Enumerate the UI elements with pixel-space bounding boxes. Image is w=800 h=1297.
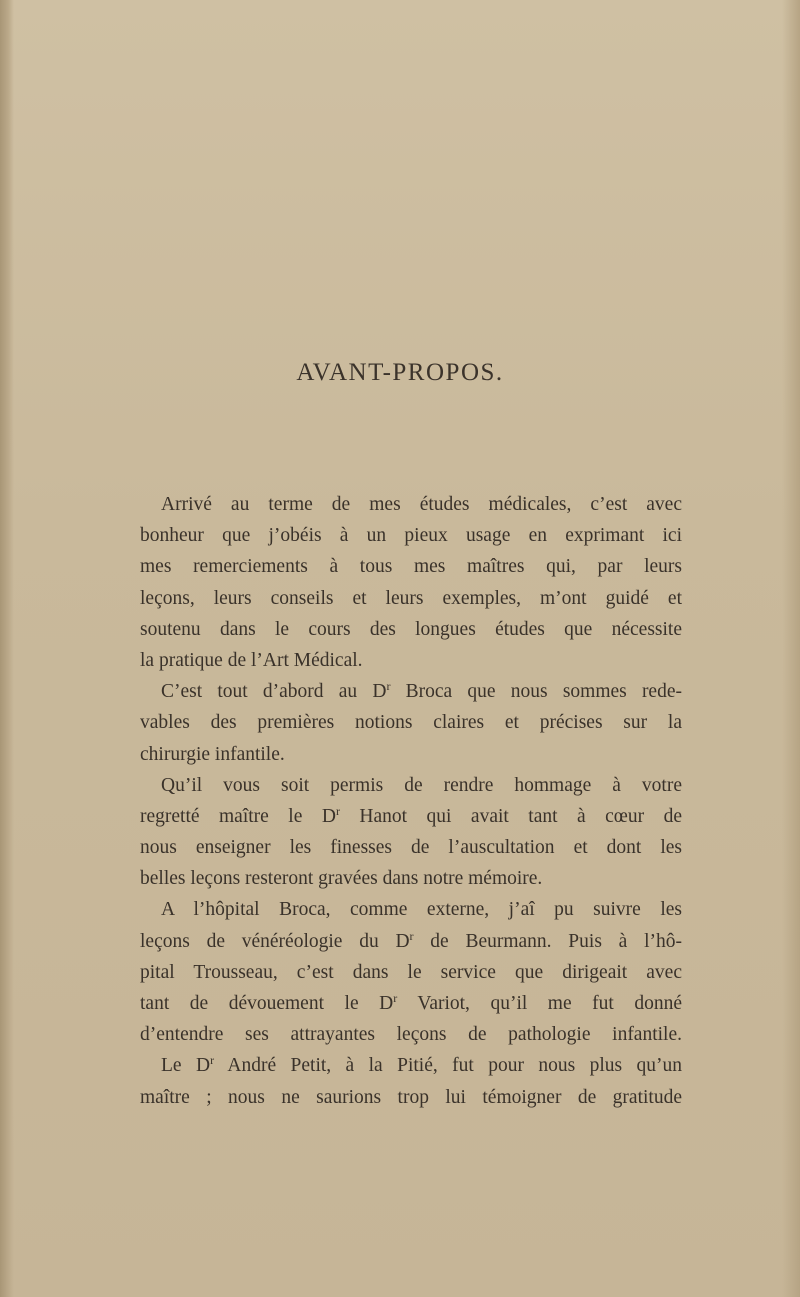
superscript: r xyxy=(386,679,391,694)
line-text-after: Hanot qui avait tant à cœur de xyxy=(339,805,683,827)
superscript: r xyxy=(393,991,398,1005)
text-line xyxy=(140,1019,682,1050)
text-line xyxy=(140,551,682,582)
line-text: bonheur que j’obéis à un pieux usage en exprimant ici xyxy=(140,525,682,547)
superscript: r xyxy=(210,1053,215,1068)
superscript: r xyxy=(409,928,414,943)
text-line xyxy=(140,707,682,738)
line-text-after: de Beurmann. Puis à l’hô- xyxy=(413,930,682,952)
text-line xyxy=(140,1050,682,1081)
text-line xyxy=(140,801,682,832)
body-text xyxy=(140,489,682,1113)
line-text: vables des premières notions claires et précises sur la xyxy=(140,712,682,734)
text-line xyxy=(140,645,682,676)
line-text-before: regretté maître le D xyxy=(140,805,336,827)
text-line xyxy=(140,520,682,551)
line-text-before: leçons de vénéréologie du D xyxy=(140,930,410,952)
line-text: chirurgie infantile. xyxy=(140,743,285,765)
superscript: r xyxy=(335,803,340,818)
line-text-after: Variot, qu’il me fut donné xyxy=(397,993,682,1014)
line-text-after: Broca que nous sommes rede- xyxy=(390,681,682,703)
text-line xyxy=(140,614,682,645)
text-line xyxy=(140,1082,682,1113)
line-text: Arrivé au terme de mes études médicales, c’est avec xyxy=(161,494,682,515)
text-line xyxy=(140,894,682,925)
line-text: leçons, leurs conseils et leurs exemples, m’ont guidé et xyxy=(140,587,682,609)
text-line xyxy=(140,583,682,614)
line-text-before: Le D xyxy=(161,1055,211,1077)
text-line xyxy=(140,739,682,770)
text-line xyxy=(140,926,682,957)
line-text-before: C’est tout d’abord au D xyxy=(161,681,387,703)
text-line xyxy=(140,863,682,894)
line-text: mes remerciements à tous mes maîtres qui, par leurs xyxy=(140,556,682,578)
line-text: la pratique de l’Art Médical. xyxy=(140,649,363,671)
line-text: soutenu dans le cours des longues études que nécessite xyxy=(140,618,682,640)
line-text-after: André Petit, à la Pitié, fut pour nous plus qu’un xyxy=(214,1055,682,1077)
text-line xyxy=(140,489,682,520)
line-text: A l’hôpital Broca, comme externe, j’aî pu suivre les xyxy=(161,899,682,921)
text-line xyxy=(140,957,682,988)
text-line xyxy=(140,988,682,1019)
line-text: nous enseigner les finesses de l’auscultation et dont les xyxy=(140,837,682,859)
page-left-shadow xyxy=(0,0,14,1297)
line-text: pital Trousseau, c’est dans le service que dirigeait avec xyxy=(140,961,682,983)
line-text: d’entendre ses attrayantes leçons de pathologie infantile. xyxy=(140,1024,682,1046)
page-right-shadow xyxy=(782,0,800,1297)
text-line xyxy=(140,676,682,707)
line-text: maître ; nous ne saurions trop lui témoigner de gratitude xyxy=(140,1086,682,1108)
line-text: Qu’il vous soit permis de rendre hommage à votre xyxy=(161,774,682,796)
page-title: AVANT-PROPOS. xyxy=(296,359,504,386)
line-text-before: tant de dévouement le D xyxy=(140,993,394,1014)
line-text: belles leçons resteront gravées dans notre mémoire. xyxy=(140,868,543,890)
text-line xyxy=(140,832,682,863)
text-line xyxy=(140,770,682,801)
